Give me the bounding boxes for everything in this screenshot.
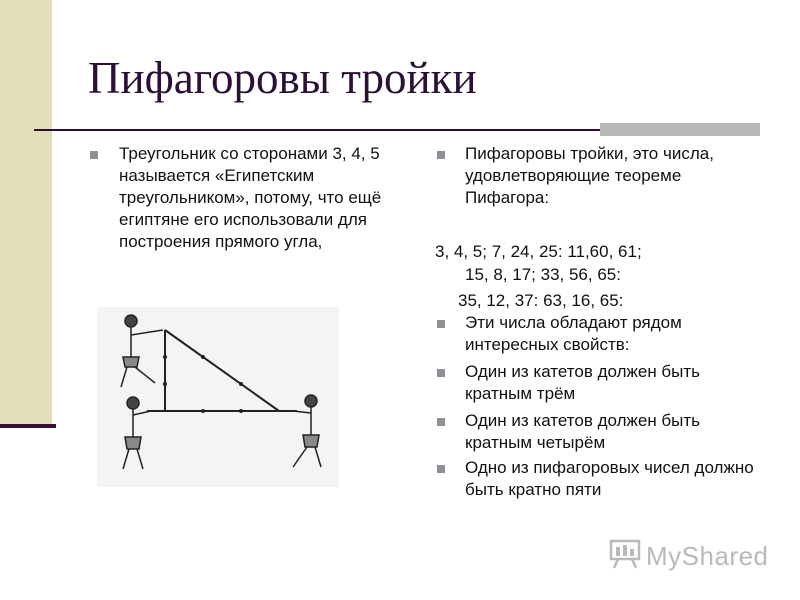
bullet-marker bbox=[437, 320, 445, 328]
property-bullet-1: Эти числа обладают рядом интересных свойств: bbox=[465, 313, 682, 354]
presentation-board-icon bbox=[608, 538, 642, 575]
property-bullet-2: Один из катетов должен быть кратным трём bbox=[465, 362, 701, 403]
egyptian-triangle-illustration bbox=[97, 307, 339, 487]
left-decor-band-underline bbox=[0, 424, 56, 428]
slide-title: Пифагоровы тройки bbox=[88, 53, 477, 103]
triples-line-3: 35, 12, 37: 63, 16, 65: bbox=[458, 291, 624, 310]
bullet-marker bbox=[437, 418, 445, 426]
triples-line-1: 3, 4, 5; 7, 24, 25: 11,60, 61; bbox=[435, 242, 642, 261]
property-bullet-4: Одно из пифагоровых чисел должно быть кратно пяти bbox=[465, 458, 754, 499]
bullet-marker bbox=[437, 465, 445, 473]
title-divider-accent bbox=[600, 123, 760, 136]
bullet-marker bbox=[90, 151, 98, 159]
right-intro-text: Пифагоровы тройки, это числа, удовлетворяющие теореме Пифагора: bbox=[465, 144, 714, 207]
bullet-marker bbox=[437, 151, 445, 159]
bullet-marker bbox=[437, 369, 445, 377]
property-bullet-3: Один из катетов должен быть кратным четырём bbox=[465, 411, 701, 452]
watermark-logo bbox=[608, 538, 769, 575]
watermark-text: MyShared bbox=[646, 541, 769, 571]
triples-line-2: 15, 8, 17; 33, 56, 65: bbox=[465, 265, 621, 284]
left-bullet-text: Треугольник со сторонами 3, 4, 5 называется «Египетским треугольником», потому, что ещё египтяне его использовали для построения прямого угла, bbox=[119, 144, 382, 251]
left-decor-band bbox=[0, 0, 52, 428]
